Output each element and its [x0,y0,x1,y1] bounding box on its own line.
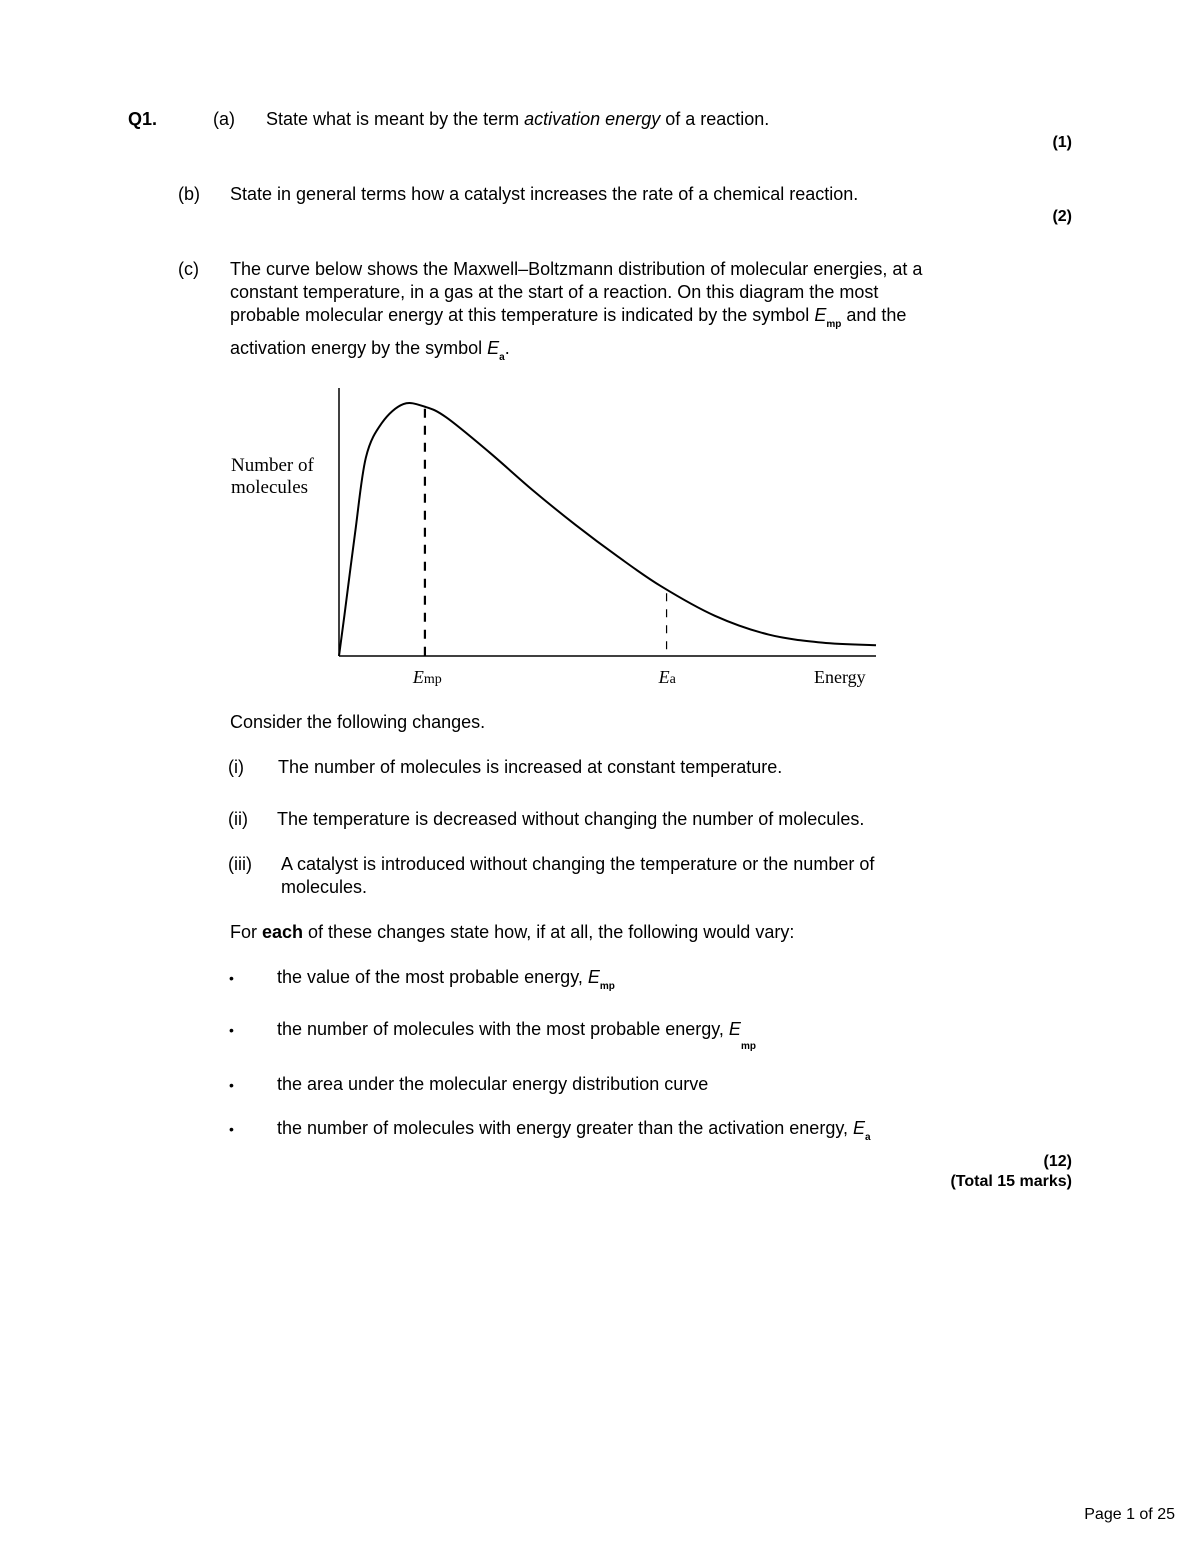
change-ii-label: (ii) [228,809,248,829]
bullet-icon: • [229,1022,234,1038]
part-c-label: (c) [178,259,199,279]
change-ii-text: The temperature is decreased without changing the number of molecules. [277,809,865,829]
y-axis-label: Number of molecules [231,455,314,498]
part-c-line3: probable molecular energy at this temperature is indicated by the symbol $E_{mp}$ and the [230,305,907,330]
part-c-line1: The curve below shows the Maxwell–Boltzmann distribution of molecular energies, at a [230,259,923,279]
instruction-text: For each of these changes state how, if at all, the following would vary: [230,922,795,942]
page-number: Page 1 of 25 [1084,1506,1175,1523]
part-b-label: (b) [178,184,200,204]
question-number: Q1. [128,109,158,129]
part-c-line2: constant temperature, in a gas at the start of a reaction. On this diagram the most [230,282,879,302]
part-a-label: (a) [213,109,235,129]
part-c-marks: (12) [1043,1153,1072,1170]
distribution-curve [339,403,876,656]
change-i-text: The number of molecules is increased at constant temperature. [278,757,783,777]
change-iii-text-cont: molecules. [281,877,368,897]
part-a-text: State what is meant by the term activation energy of a reaction. [266,109,770,129]
bullet-icon: • [229,1121,234,1137]
part-b-marks: (2) [1052,208,1072,225]
ea-axis-label: Ea [658,667,676,687]
bullet-1-text: the value of the most probable energy, $E_{mp}$ [277,967,615,992]
bullet-icon: • [229,970,234,986]
bullet-icon: • [229,1077,234,1093]
part-a-marks: (1) [1052,134,1072,151]
part-c-line4: activation energy by the symbol $E_a$. [230,338,510,363]
consider-text: Consider the following changes. [230,712,486,732]
part-b-text: State in general terms how a catalyst increases the rate of a chemical reaction. [230,184,859,204]
change-i-label: (i) [228,757,244,777]
bullet-2-text: the number of molecules with the most probable energy, $E_{mp}$ [277,1019,756,1052]
total-marks: (Total 15 marks) [950,1173,1072,1190]
bullet-4-text: the number of molecules with energy greater than the activation energy, $E_a$ [277,1118,871,1143]
change-iii-label: (iii) [228,854,252,874]
x-axis-label: Energy [814,667,866,687]
bullet-3-text: the area under the molecular energy distribution curve [277,1074,709,1094]
emp-axis-label: Emp [412,667,442,687]
change-iii-text: A catalyst is introduced without changing the temperature or the number of [281,854,875,874]
term-activation-energy: activation energy [524,109,661,129]
